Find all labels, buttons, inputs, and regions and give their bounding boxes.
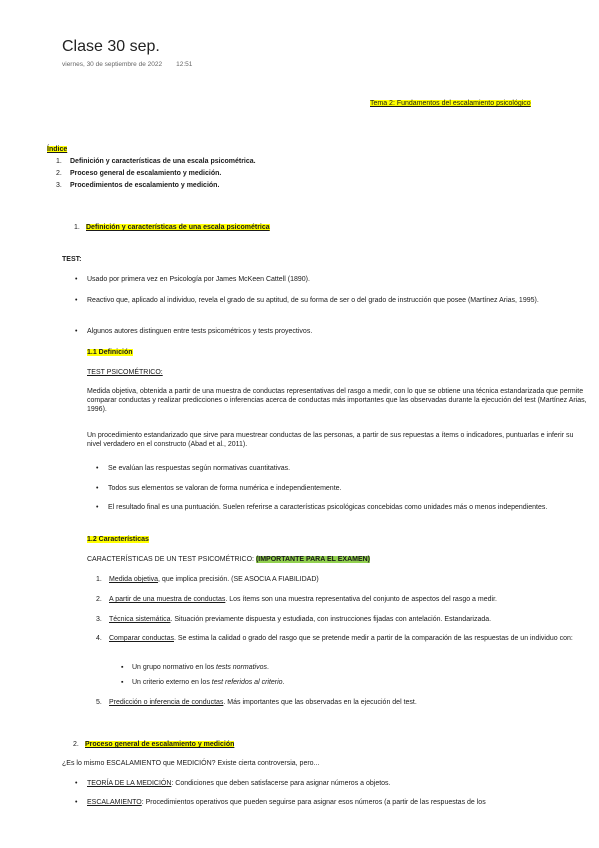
- characteristic-item: 1. Medida objetiva, que implica precisión. (SE ASOCIA A FIABILIDAD): [96, 576, 319, 583]
- section2-bullet: • ESCALAMIENTO: Procedimientos operativos que pueden seguirse para asignar esos números (a partir de las respuestas de los: [87, 798, 486, 807]
- test-bullet: • Usado por primera vez en Psicología por James McKeen Cattell (1890).: [87, 275, 310, 284]
- section2-heading: 2. Proceso general de escalamiento y medición: [73, 741, 235, 748]
- test-bullet: • Algunos autores distinguen entre tests psicométricos y tests proyectivos.: [87, 327, 312, 336]
- section2-question: ¿Es lo mismo ESCALAMIENTO que MEDICIÓN? Existe cierta controversia, pero...: [62, 760, 320, 767]
- definition-paragraph: Medida objetiva, obtenida a partir de una muestra de conductas representativas del rasgo a medir, con lo que se obtiene una técnica estandarizada que permite comparar conductas y realizar predicciones o inferencias acerca de conductas más importantes que las observadas durante la ejecución del test (Martínez Arias, 1996).: [87, 388, 587, 413]
- index-item: 3. Procedimientos de escalamiento y medición.: [56, 182, 220, 189]
- section1-heading: 1. Definición y características de una escala psicométrica: [74, 224, 270, 231]
- definition-bullet: • El resultado final es una puntuación. Suelen referirse a características psicológicas concebidas como unidades más o menos independientes.: [108, 503, 588, 512]
- definition-bullet: • Todos sus elementos se valoran de forma numérica e independientemente.: [108, 484, 341, 493]
- test-label: TEST:: [62, 256, 82, 263]
- characteristic-item: 3. Técnica sistemática. Situación previamente dispuesta y estudiada, con instrucciones fijadas con antelación. Estandarizada.: [96, 616, 492, 623]
- topic-text: Tema 2: Fundamentos del escalamiento psicológico: [370, 100, 531, 107]
- index-heading: Índice: [47, 146, 68, 153]
- definition-heading: 1.1 Definición: [87, 349, 133, 356]
- characteristics-heading: 1.2 Características: [87, 536, 149, 543]
- characteristic-subitem: ▪ Un criterio externo en los test referidos al criterio.: [132, 678, 285, 687]
- note-time: 12:51: [176, 61, 193, 68]
- important-tag: (IMPORTANTE PARA EL EXAMEN): [255, 556, 371, 563]
- test-bullet: • Reactivo que, aplicado al individuo, revela el grado de su aptitud, de su forma de ser o del grado de instrucción que posee (Martínez Arias, 1995).: [87, 296, 592, 305]
- topic-heading: [370, 99, 531, 108]
- definition-paragraph: Un procedimiento estandarizado que sirve para muestrear conductas de las personas, a partir de sus repuestas a ítems o indicadores, puntuarlas e inferir su nivel verdadero en el constructo (Abad et al., 2011).: [87, 432, 574, 448]
- note-datetime: [62, 61, 192, 68]
- index-item: 2. Proceso general de escalamiento y medición.: [56, 170, 222, 177]
- page-title: Clase 30 sep.: [62, 38, 160, 55]
- characteristic-item: 4. Comparar conductas. Se estima la calidad o grado del rasgo que se pretende medir a partir de la comparación de las respuestas de un individuo con:: [96, 635, 573, 642]
- characteristic-item: 2. A partir de una muestra de conductas. Los ítems son una muestra representativa del conjunto de aspectos del rasgo a medir.: [96, 596, 497, 603]
- section2-bullet: • TEORÍA DE LA MEDICIÓN: Condiciones que deben satisfacerse para asignar números a objetos.: [87, 779, 391, 788]
- note-date: viernes, 30 de septiembre de 2022: [62, 61, 163, 68]
- characteristic-subitem: ▪ Un grupo normativo en los tests normativos.: [132, 663, 269, 672]
- definition-subheading: TEST PSICOMÉTRICO:: [87, 369, 163, 376]
- definition-bullet: • Se evalúan las respuestas según normativas cuantitativas.: [108, 464, 290, 473]
- index-item: 1. Definición y características de una escala psicométrica.: [56, 158, 256, 165]
- characteristics-intro: CARACTERÍSTICAS DE UN TEST PSICOMÉTRICO: (IMPORTANTE PARA EL EXAMEN): [87, 556, 371, 563]
- characteristic-item: 5. Predicción o inferencia de conductas. Más importantes que las observadas en la ejecución del test.: [96, 699, 417, 706]
